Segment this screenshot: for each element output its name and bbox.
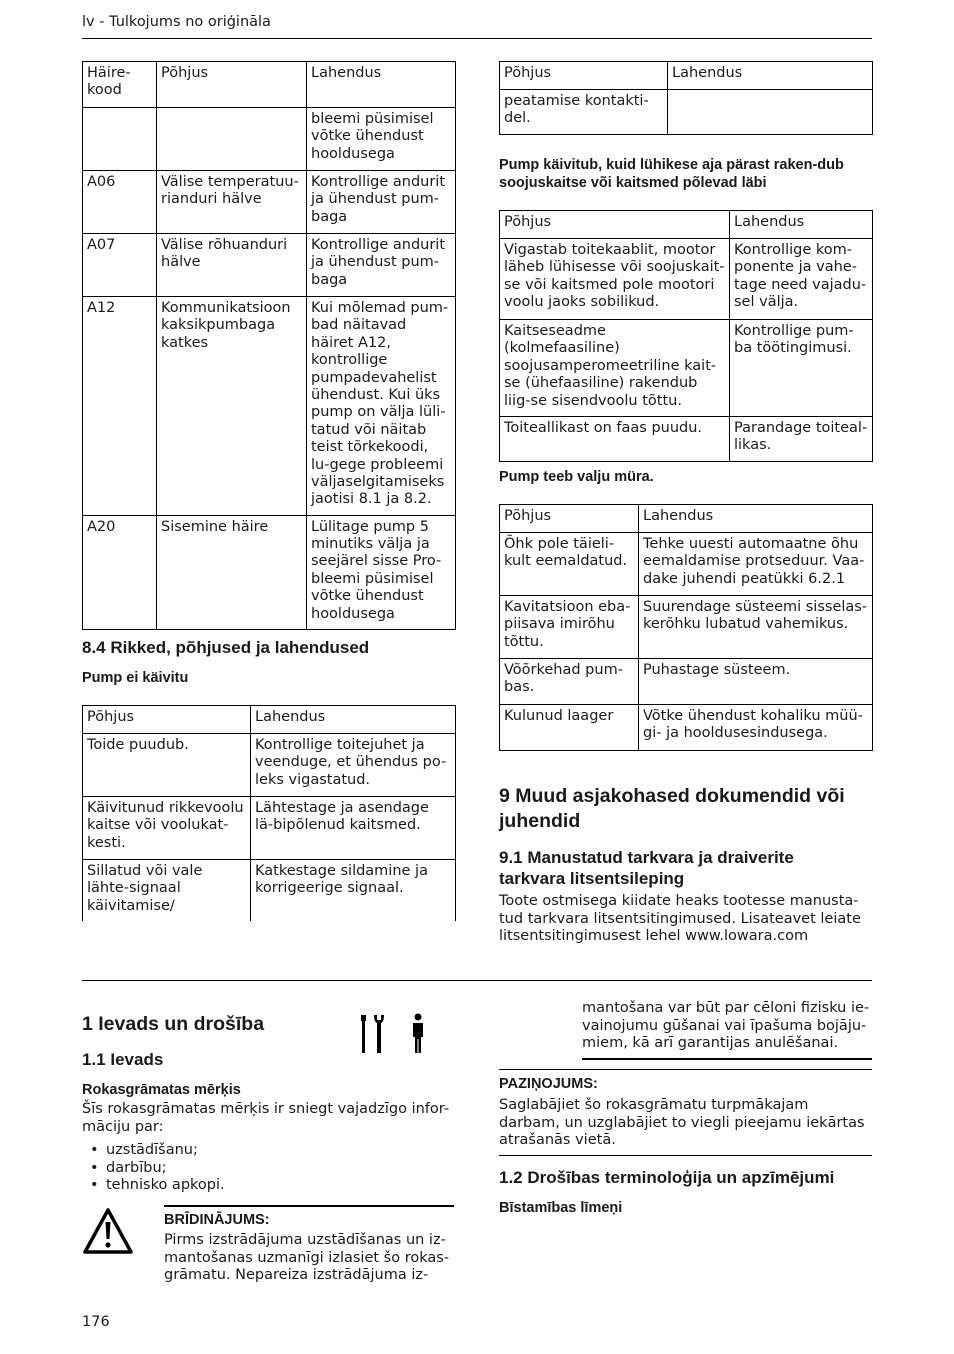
table-row: [83, 297, 456, 516]
table-cell: Vigastab toitekaablit, mootor läheb lühisesse või soojuskait-se või kaitsmed pole mootori voolu jaoks sobilikud.: [500, 239, 730, 320]
table-row: [83, 171, 456, 234]
subsection-title: Bīstamības līmeņi: [499, 1200, 623, 1216]
noise-table: [499, 504, 873, 751]
list-item: • darbību;: [82, 1160, 452, 1178]
section-title: 1.1 Ievads: [82, 1050, 164, 1069]
header-cell: Häire- kood: [83, 62, 157, 108]
subsection-title: Pump teeb valju müra.: [499, 469, 654, 485]
table-cell: A07: [83, 234, 157, 297]
table-cell: bleemi püsimisel võtke ühendust hooldusega: [307, 108, 456, 171]
table-cell: Kaitseseadme (kolmefaasiline) soojusamperomeetriline kait-se (ühefaasiline) rakendub liig-se sisendvoolu tõttu.: [500, 320, 730, 417]
chapter-title: 1 Ievads un drošība: [82, 1013, 265, 1035]
header-cell: Lahendus: [307, 62, 456, 108]
header-cell: Põhjus: [500, 62, 668, 90]
fault-code-table: [82, 61, 456, 630]
table-header-row: [500, 211, 873, 239]
table-row: [500, 533, 873, 596]
table-cell: Tehke uuesti automaatne õhu eemaldamise protseduur. Vaa-dake juhendi peatükki 6.2.1: [639, 533, 873, 596]
subsection-title: Rokasgrāmatas mērķis: [82, 1082, 241, 1098]
section-title: 8.4 Rikked, põhjused ja lahendused: [82, 638, 370, 657]
warning-text-continued: mantošana var būt par cēloni fizisku ie-vainojumu gūšanai vai īpašuma bojāju-miem, kā arī garantijas anulēšanai.: [582, 1000, 870, 1052]
table-header-row: [500, 62, 873, 90]
table-cell: Võtke ühendust kohaliku müü-gi- ja hooldusesindusega.: [639, 705, 873, 751]
header-cell: Lahendus: [730, 211, 873, 239]
table-cell: Välise temperatuu-rianduri hälve: [157, 171, 307, 234]
table-cell: Katkestage sildamine ja korrigeerige signaal.: [251, 860, 456, 922]
table-cell: Kommunikatsioon kaksikpumbaga katkes: [157, 297, 307, 516]
paragraph: Toote ostmisega kiidate heaks tootesse manusta-tud tarkvara litsentsitingimused. Lisateavet leiate litsentsitingimusest lehel www.lowara.com: [499, 893, 861, 945]
table-row: [500, 239, 873, 320]
table-cell: Sillatud või vale lähte-signaal käivitamise/: [83, 860, 251, 922]
notice-bottom-rule: [499, 1155, 872, 1156]
table-header-row: [83, 62, 456, 108]
table-cell: Toiteallikast on faas puudu.: [500, 416, 730, 461]
table-header-row: [83, 706, 456, 734]
table-row: [83, 234, 456, 297]
list-item: • uzstādīšanu;: [82, 1142, 452, 1160]
table-cell: Kontrollige andurit ja ühendust pum-baga: [307, 171, 456, 234]
warning-text: Pirms izstrādājuma uzstādīšanas un iz-mantošanas uzmanīgi izlasiet šo rokas-grāmatu. Nepareiza izstrādājuma iz-: [164, 1232, 450, 1284]
table-row: [500, 320, 873, 417]
table-cell: A06: [83, 171, 157, 234]
table-row: [83, 108, 456, 171]
table-row: [83, 860, 456, 922]
table-cell: A20: [83, 515, 157, 629]
warning-triangle-icon: [82, 1207, 134, 1255]
table-cell: Parandage toiteal-likas.: [730, 416, 873, 461]
table-row: [500, 659, 873, 705]
table-row: [500, 90, 873, 135]
chapter-title: 9 Muud asjakohased dokumendid või juhendid: [499, 785, 845, 833]
header-cell: Põhjus: [83, 706, 251, 734]
continued-table: [499, 61, 873, 135]
table-cell: Kavitatsioon eba-piisava imirõhu tõttu.: [500, 596, 639, 659]
person-icon: [405, 1013, 431, 1055]
table-header-row: [500, 505, 873, 533]
list-item: • tehnisko apkopi.: [82, 1177, 452, 1195]
table-row: [83, 515, 456, 629]
header-cell: Lahendus: [251, 706, 456, 734]
warning-bottom-rule: [582, 1058, 872, 1060]
table-row: [500, 596, 873, 659]
table-cell: Võõrkehad pum-bas.: [500, 659, 639, 705]
header-cell: Lahendus: [639, 505, 873, 533]
table-cell: [157, 108, 307, 171]
subsection-title: Pump ei käivitu: [82, 670, 189, 686]
table-cell: Kontrollige andurit ja ühendust pum-baga: [307, 234, 456, 297]
table-cell: Kontrollige kom-ponente ja vahe-tage need vajadu-sel välja.: [730, 239, 873, 320]
table-row: [500, 705, 873, 751]
tools-icon: [357, 1013, 387, 1055]
table-cell: Õhk pole täieli-kult eemaldatud.: [500, 533, 639, 596]
table-cell: [83, 108, 157, 171]
table-cell: Käivitunud rikkevoolu kaitse või voolukat-kesti.: [83, 797, 251, 860]
bullet-list: [82, 1142, 452, 1195]
subsection-title: Pump käivitub, kuid lühikese aja pärast raken-dub soojuskaitse või kaitsmed põlevad läbi: [499, 157, 844, 192]
table-cell: Sisemine häire: [157, 515, 307, 629]
table-cell: Kontrollige pum-ba töötingimusi.: [730, 320, 873, 417]
table-cell: Kui mõlemad pum-bad näitavad häiret A12, kontrollige pumpadevahelist ühendust. Kui üks pump on välja lüli-tatud või näitab teist tõrkekoodi, lu-gege probleemi väljaselgitamiseks jaotisi 8.1 ja 8.2.: [307, 297, 456, 516]
table-row: [83, 797, 456, 860]
table-row: [500, 416, 873, 461]
section-title: 9.1 Manustatud tarkvara ja draiverite tarkvara litsentsileping: [499, 848, 794, 889]
table-cell: Lülitage pump 5 minutiks välja ja seejärel sisse Pro-bleemi püsimisel võtke ühendust hooldusega: [307, 515, 456, 629]
table-cell: Toide puudub.: [83, 734, 251, 797]
table-cell: Suurendage süsteemi sisselas-kerõhku lubatud vahemikus.: [639, 596, 873, 659]
overheat-table: [499, 210, 873, 462]
page-header: lv - Tulkojums no oriģināla: [82, 14, 271, 30]
notice-text: Saglabājiet šo rokasgrāmatu turpmākajam darbam, un uzglabājiet to viegli pieejamu iekārtas atrašanās vietā.: [499, 1097, 865, 1149]
table-cell: peatamise kontakti-del.: [500, 90, 668, 135]
table-cell: Lähtestage ja asendage lä-bipõlenud kaitsmed.: [251, 797, 456, 860]
section-title: 1.2 Drošības terminoloģija un apzīmējumi: [499, 1168, 835, 1187]
table-cell: Välise rõhuanduri hälve: [157, 234, 307, 297]
table-cell: Puhastage süsteem.: [639, 659, 873, 705]
page-number: 176: [82, 1314, 110, 1330]
warning-title: BRĪDINĀJUMS:: [164, 1212, 270, 1228]
pump-not-starting-table: [82, 705, 456, 921]
table-row: [83, 734, 456, 797]
paragraph: Šīs rokasgrāmatas mērķis ir sniegt vajadzīgo infor-māciju par:: [82, 1101, 450, 1135]
header-rule: [82, 38, 872, 39]
header-cell: Põhjus: [500, 505, 639, 533]
notice-top-rule: [499, 1069, 872, 1070]
table-cell: A12: [83, 297, 157, 516]
header-cell: Põhjus: [500, 211, 730, 239]
table-cell: Kontrollige toitejuhet ja veenduge, et ühendus po-leks vigastatud.: [251, 734, 456, 797]
header-cell: Põhjus: [157, 62, 307, 108]
page-divider: [82, 980, 872, 981]
notice-title: PAZIŅOJUMS:: [499, 1076, 598, 1092]
table-cell: [668, 90, 873, 135]
table-cell: Kulunud laager: [500, 705, 639, 751]
warning-top-rule: [164, 1205, 454, 1207]
header-cell: Lahendus: [668, 62, 873, 90]
